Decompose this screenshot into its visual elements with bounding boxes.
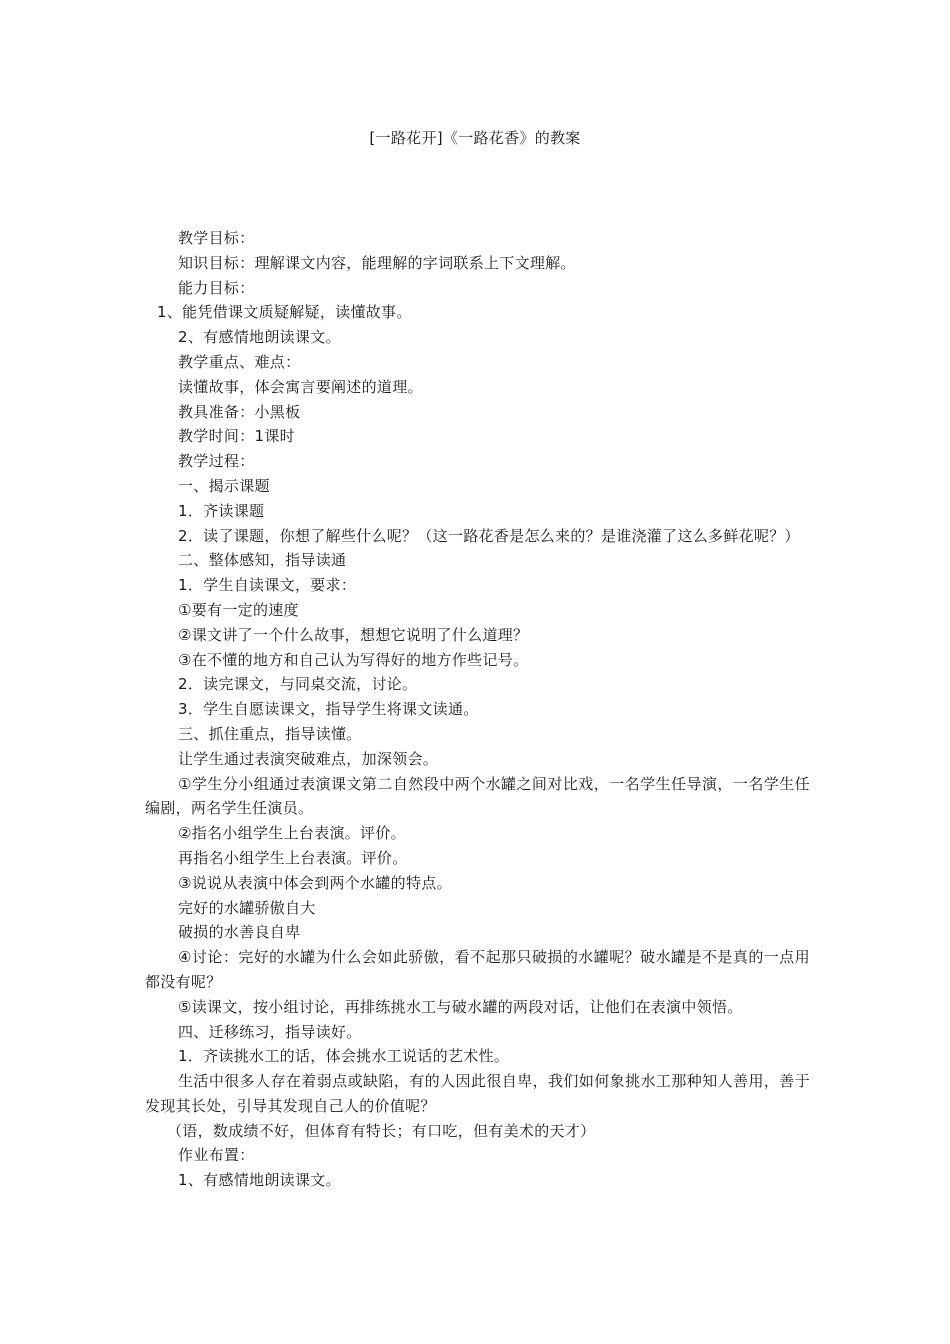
paragraph: 四、迁移练习，指导读好。	[178, 1022, 362, 1041]
paragraph: 教学目标：	[178, 229, 255, 247]
paragraph: 让学生通过表演突破难点，加深领会。	[178, 749, 439, 768]
document-title: [一路花开]《一路花香》的教案	[369, 129, 581, 147]
paragraph: 1、能凭借课文质疑解疑，读懂故事。	[157, 303, 412, 322]
paragraph: ②指名小组学生上台表演。评价。	[178, 824, 406, 843]
paragraph: ①学生分小组通过表演课文第二自然段中两个水罐之间对比戏，一名学生任导演，一名学生任编剧，两名学生任演员。	[145, 774, 810, 818]
paragraph: ①要有一定的速度	[178, 600, 299, 619]
paragraph: 1．齐读课题	[178, 501, 265, 520]
paragraph: 读懂故事，体会寓言要阐述的道理。	[178, 377, 423, 396]
paragraph: 知识目标：理解课文内容，能理解的字词联系上下文理解。	[178, 253, 576, 272]
paragraph: 3．学生自愿读课文，指导学生将课文读通。	[178, 700, 479, 719]
paragraph: 再指名小组学生上台表演。评价。	[178, 848, 408, 867]
paragraph: 教学过程：	[178, 452, 255, 471]
paragraph: 1、有感情地朗读课文。	[178, 1171, 341, 1190]
paragraph: 能力目标：	[178, 278, 255, 297]
paragraph: 2、有感情地朗读课文。	[178, 328, 341, 347]
paragraph: 2．读了课题，你想了解些什么呢？（这一路花香是怎么来的？是谁浇灌了这么多鲜花呢？）	[178, 526, 800, 545]
paragraph: 一、揭示课题	[178, 476, 270, 495]
paragraph: ④讨论：完好的水罐为什么会如此骄傲，看不起那只破损的水罐呢？破水罐是不是真的一点用都没有呢？	[145, 948, 810, 991]
paragraph: 1．齐读挑水工的话，体会挑水工说话的艺术性。	[178, 1047, 510, 1066]
paragraph: ③在不懂的地方和自己认为写得好的地方作些记号。	[178, 650, 529, 669]
paragraph: 1．学生自读课文，要求：	[178, 576, 357, 595]
paragraph: 教具准备：小黑板	[178, 402, 301, 421]
paragraph: 三、抓住重点，指导读懂。	[178, 724, 362, 743]
paragraph: ⑤读课文，按小组讨论，再排练挑水工与破水罐的两段对话，让他们在表演中领悟。	[178, 997, 743, 1016]
paragraph: ③说说从表演中体会到两个水罐的特点。	[178, 873, 452, 892]
paragraph: 生活中很多人存在着弱点或缺陷，有的人因此很自卑，我们如何象挑水工那种知人善用，善于发现其长处，引导其发现自己人的价值呢？	[145, 1072, 810, 1115]
paragraph: ②课文讲了一个什么故事，想想它说明了什么道理？	[178, 625, 529, 644]
paragraph: 破损的水善良自卑	[178, 923, 301, 942]
paragraph: （语，数成绩不好，但体育有特长；有口吃，但有美术的天才）	[167, 1121, 596, 1140]
paragraph: 教学重点、难点：	[178, 352, 301, 371]
paragraph: 教学时间：1课时	[178, 427, 295, 446]
paragraph: 2．读完课文，与同桌交流，讨论。	[178, 675, 418, 694]
paragraph: 作业布置：	[178, 1146, 255, 1165]
paragraph: 二、整体感知，指导读通	[178, 551, 347, 570]
document-body	[145, 226, 810, 1193]
paragraph: 完好的水罐骄傲自大	[178, 898, 316, 917]
